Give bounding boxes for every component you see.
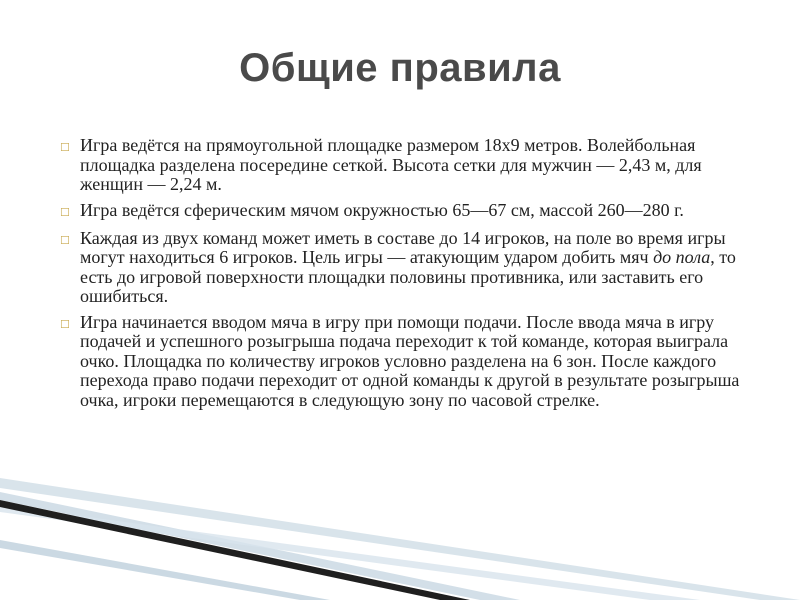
decorative-light-stripe: [0, 505, 700, 600]
bullet-text-italic: до пола: [653, 247, 711, 267]
bullet-item: [60, 313, 760, 411]
decorative-light-stripe: [0, 478, 800, 600]
bullet-box-icon: ☐: [60, 233, 70, 247]
bullet-item: [60, 136, 760, 195]
bullet-item: [60, 201, 760, 223]
decorative-dark-stripe: [0, 500, 470, 600]
bullet-text-part: , то есть до игровой поверхности площадки половины противника, или заставить его ошибиться.: [80, 247, 736, 306]
bullet-item: [60, 229, 760, 307]
bullet-box-icon: ☐: [60, 141, 70, 154]
bullet-text: Игра начинается вводом мяча в игру при помощи подачи. После ввода мяча в игру подачей и успешного розыгрыша подача переходит к той команде, которая выиграла очко. Площадка по количеству игроков условно разделена на 6 зон. После каждого перехода право подачи переходит от одной команды к другой в результате розыгрыша очка, игроки перемещаются в следующую зону по часовой стрелке.: [80, 311, 740, 410]
bullet-text-part: Каждая из двух команд может иметь в составе до 14 игроков, на поле во время игры могут находиться 6 игроков. Цель игры — атакующим ударом добить мяч: [80, 227, 726, 267]
bullet-text: [80, 229, 760, 307]
bullet-box-icon: ☐: [60, 317, 70, 331]
decorative-light-stripe: [0, 492, 520, 600]
bullet-text: Игра ведётся на прямоугольной площадке размером 18х9 метров. Волейбольная площадка разделена посередине сеткой. Высота сетки для мужчин — 2,43 м, для женщин — 2,24 м.: [80, 135, 702, 194]
slide-title: Общие правила: [239, 46, 561, 90]
bullet-box-icon: ☐: [60, 205, 70, 219]
bullet-list: [60, 136, 760, 416]
bullet-text: Игра ведётся сферическим мячом окружностью 65—67 см, массой 260—280 г.: [80, 199, 684, 220]
decorative-light-stripe: [0, 540, 330, 600]
